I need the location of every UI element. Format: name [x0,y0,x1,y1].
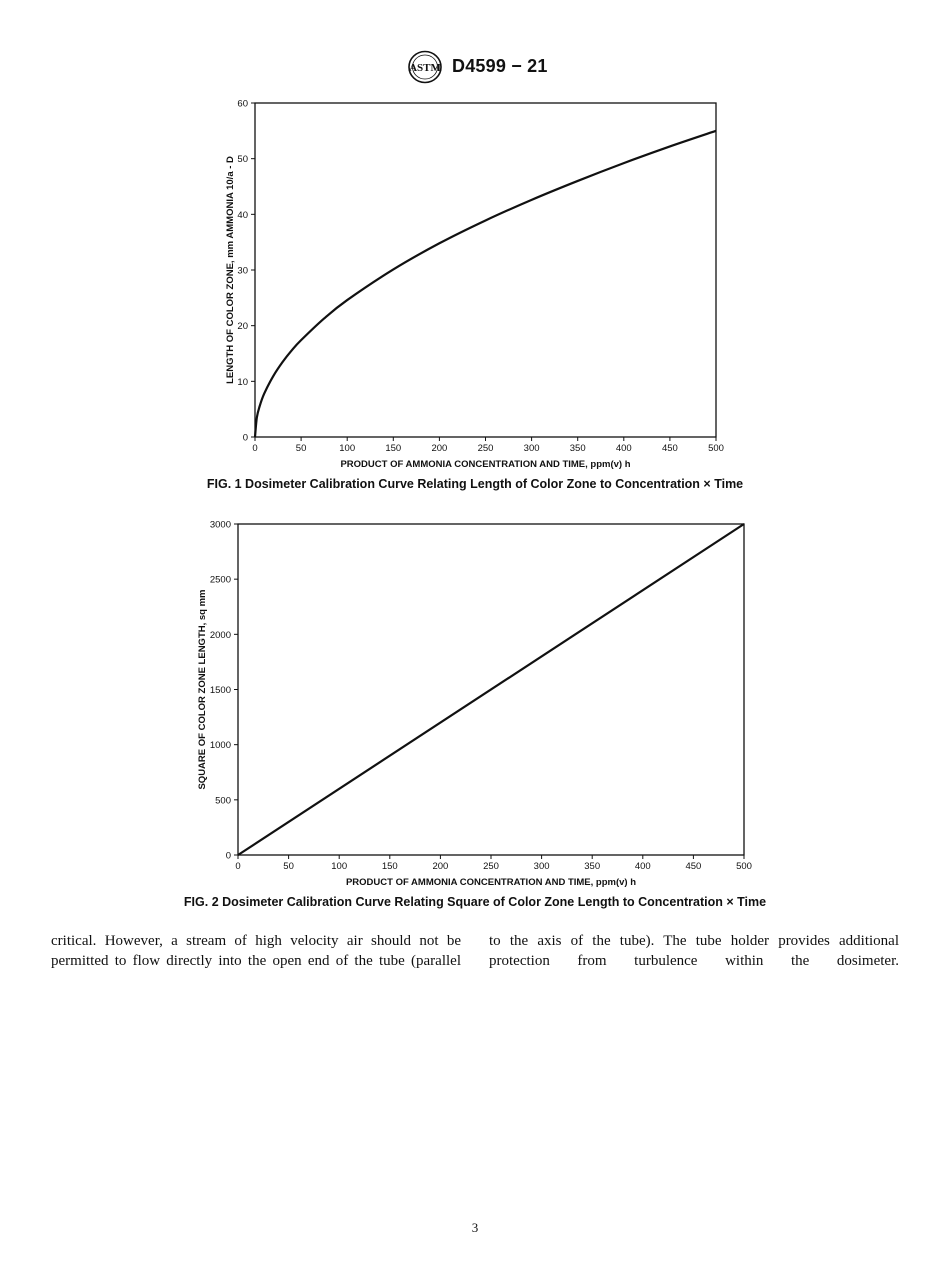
y-tick-label: 0 [225,850,231,862]
x-tick-label: 200 [431,443,448,454]
x-tick-label: 450 [661,443,678,454]
x-tick-label: 50 [283,861,294,872]
y-axis-label: SQUARE OF COLOR ZONE LENGTH, sq mm [197,589,208,790]
x-tick-label: 400 [634,861,651,872]
y-tick-label: 2000 [209,629,231,641]
series-line [238,524,744,855]
y-tick-label: 20 [237,321,248,333]
y-tick-label: 0 [242,432,248,444]
x-tick-label: 500 [708,443,724,454]
x-tick-label: 500 [736,861,752,872]
x-axis-label: PRODUCT OF AMMONIA CONCENTRATION AND TIME, ppm(v) h [345,877,637,888]
y-tick-label: 40 [237,209,248,221]
y-tick-label: 30 [237,265,248,277]
x-tick-label: 100 [331,861,348,872]
y-axis-label: LENGTH OF COLOR ZONE, mm AMMONIA 10/a - D [225,156,236,384]
x-tick-label: 0 [235,861,241,872]
y-tick-label: 1000 [209,740,231,752]
body-text-left-column [51,931,461,971]
x-tick-label: 50 [295,443,307,454]
y-tick-label: 3000 [209,519,231,531]
x-tick-label: 150 [385,443,402,454]
x-tick-label: 350 [569,443,586,454]
x-tick-label: 250 [483,861,499,872]
y-tick-label: 50 [237,154,248,166]
x-tick-label: 100 [339,443,356,454]
x-tick-label: 400 [615,443,632,454]
y-tick-label: 500 [215,795,231,807]
figure-2-caption: FIG. 2 Dosimeter Calibration Curve Relating Square of Color Zone Length to Concentration × Time [183,895,767,909]
x-tick-label: 350 [584,861,601,872]
y-tick-label: 10 [237,376,248,388]
logo-text: ASTM [409,62,441,74]
figure-1-caption: FIG. 1 Dosimeter Calibration Curve Relating Length of Color Zone to Concentration × Time [206,477,744,491]
document-number: D4599 − 21 [452,56,548,76]
x-tick-label: 300 [533,861,550,872]
x-tick-label: 450 [685,861,702,872]
paragraph-right: to the axis of the tube). The tube holder provides additional protection from turbulence within the dosimeter. [489,933,899,969]
x-tick-label: 0 [252,443,258,454]
x-tick-label: 300 [523,443,540,454]
x-tick-label: 150 [381,861,398,872]
page-number: 3 [471,1220,479,1235]
paragraph-left: critical. However, a stream of high velocity air should not be permitted to flow directly into the open end of the tube (parallel [51,933,461,969]
x-tick-label: 250 [477,443,494,454]
y-tick-label: 2500 [209,574,231,586]
x-tick-label: 200 [432,861,449,872]
y-tick-label: 1500 [209,685,231,696]
x-axis-label: PRODUCT OF AMMONIA CONCENTRATION AND TIME, ppm(v) h [340,459,631,470]
y-tick-label: 60 [237,98,248,110]
body-text-right-column [489,931,899,971]
